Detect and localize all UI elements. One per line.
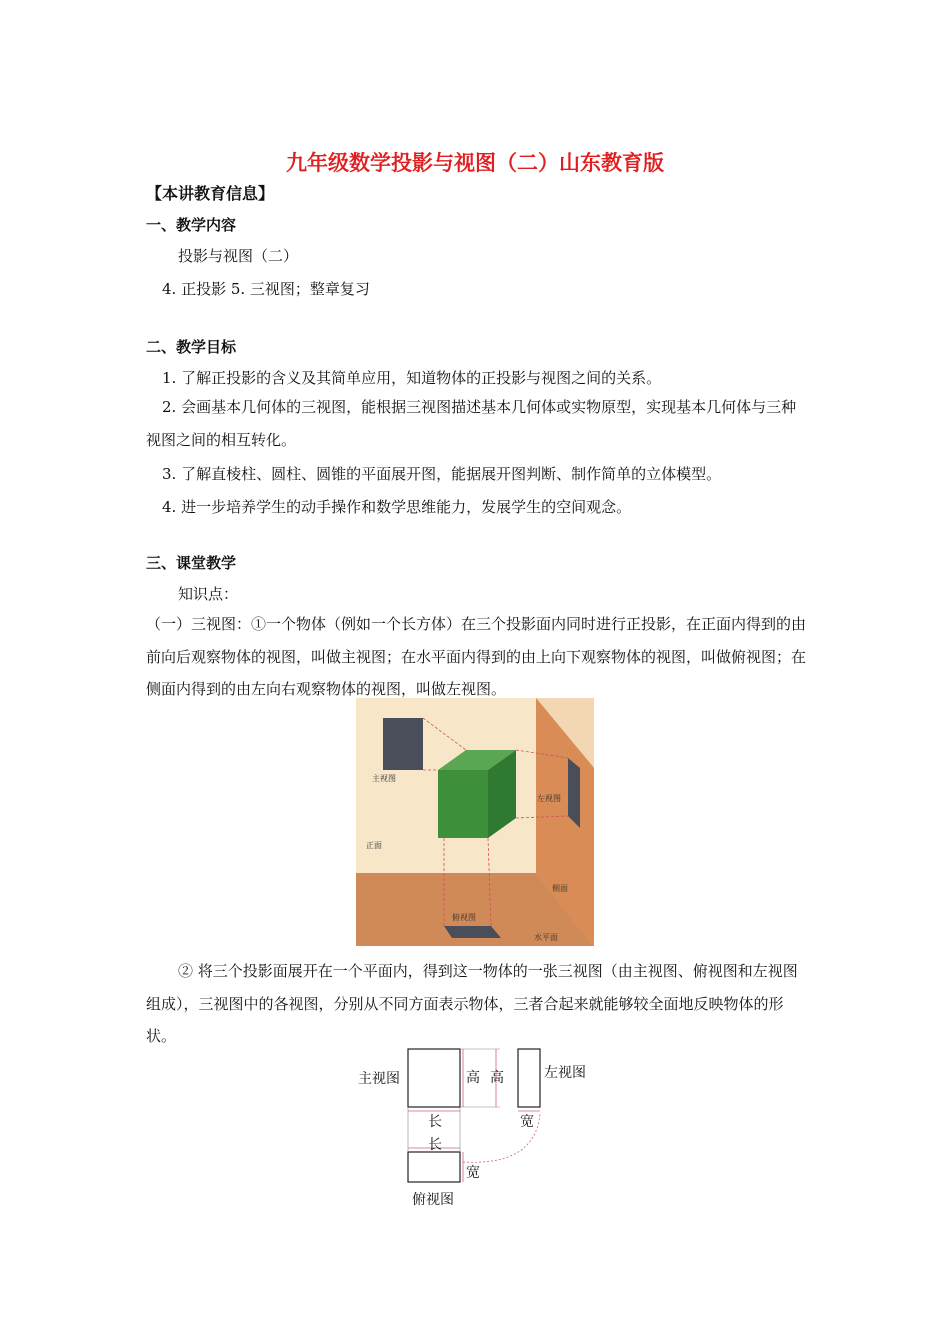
section3-para2: ② 将三个投影面展开在一个平面内，得到这一物体的一张三视图（由主视图、俯视图和左视图组成），三视图中的各视图，分别从不同方面表示物体，三者合起来就能够较全面地反映物体的形状。: [146, 962, 798, 1045]
width-label-1: 宽: [520, 1114, 534, 1130]
front-view-label: 主视图: [358, 1071, 400, 1087]
side-plane-label: 侧面: [552, 884, 568, 893]
left-view-label: 左视图: [537, 794, 561, 803]
knowledge-label: 知识点：: [178, 585, 239, 603]
section2-item2: 2. 会画基本几何体的三视图，能根据三视图描述基本几何体或实物原型，实现基本几何体与三种视图之间的相互转化。: [146, 398, 797, 449]
length-label-1: 长: [428, 1114, 442, 1130]
section3-heading: 三、课堂教学: [146, 554, 237, 572]
section2-item4: 4. 进一步培养学生的动手操作和数学思维能力，发展学生的空间观念。: [162, 498, 632, 516]
section2-heading: 二、教学目标: [146, 338, 237, 356]
top-view-rect: [408, 1152, 460, 1182]
length-label-2: 长: [428, 1137, 442, 1153]
section1-heading: 一、教学内容: [146, 216, 237, 234]
width-label-2: 宽: [466, 1165, 480, 1181]
section1-line1: 投影与视图（二）: [178, 247, 299, 265]
front-view-label: 主视图: [372, 774, 396, 783]
cube: [438, 770, 488, 838]
projection-figure: [356, 698, 594, 946]
section3-para1: （一）三视图：①一个物体（例如一个长方体）在三个投影面内同时进行正投影，在正面内得到的由前向后观察物体的视图，叫做主视图；在水平面内得到的由上向下观察物体的视图，叫做俯视图；在侧面内得到的由左向右观察物体的视图，叫做左视图。: [146, 615, 807, 698]
section2-item3: 3. 了解直棱柱、圆柱、圆锥的平面展开图，能据展开图判断、制作简单的立体模型。: [162, 465, 722, 483]
left-view-shape: [568, 758, 580, 828]
doc-title: 九年级数学投影与视图（二）山东教育版: [286, 151, 664, 175]
front-plane-label: 正面: [366, 841, 382, 850]
top-view-label: 俯视图: [452, 913, 476, 922]
section1-line2: 4. 正投影 5. 三视图；整章复习: [162, 280, 370, 298]
top-view-shape: [444, 926, 501, 938]
left-view-rect: [518, 1049, 540, 1107]
three-view-figure: [350, 1044, 600, 1212]
front-view-shape: [383, 718, 423, 770]
height-label-1: 高: [466, 1070, 480, 1086]
info-header: 【本讲教育信息】: [146, 184, 275, 203]
top-view-label: 俯视图: [412, 1192, 454, 1208]
horizontal-plane-label: 水平面: [534, 933, 558, 942]
front-view-rect: [408, 1049, 460, 1107]
section2-item1: 1. 了解正投影的含义及其简单应用，知道物体的正投影与视图之间的关系。: [162, 369, 662, 387]
height-label-2: 高: [490, 1070, 504, 1086]
left-view-label: 左视图: [544, 1065, 586, 1081]
